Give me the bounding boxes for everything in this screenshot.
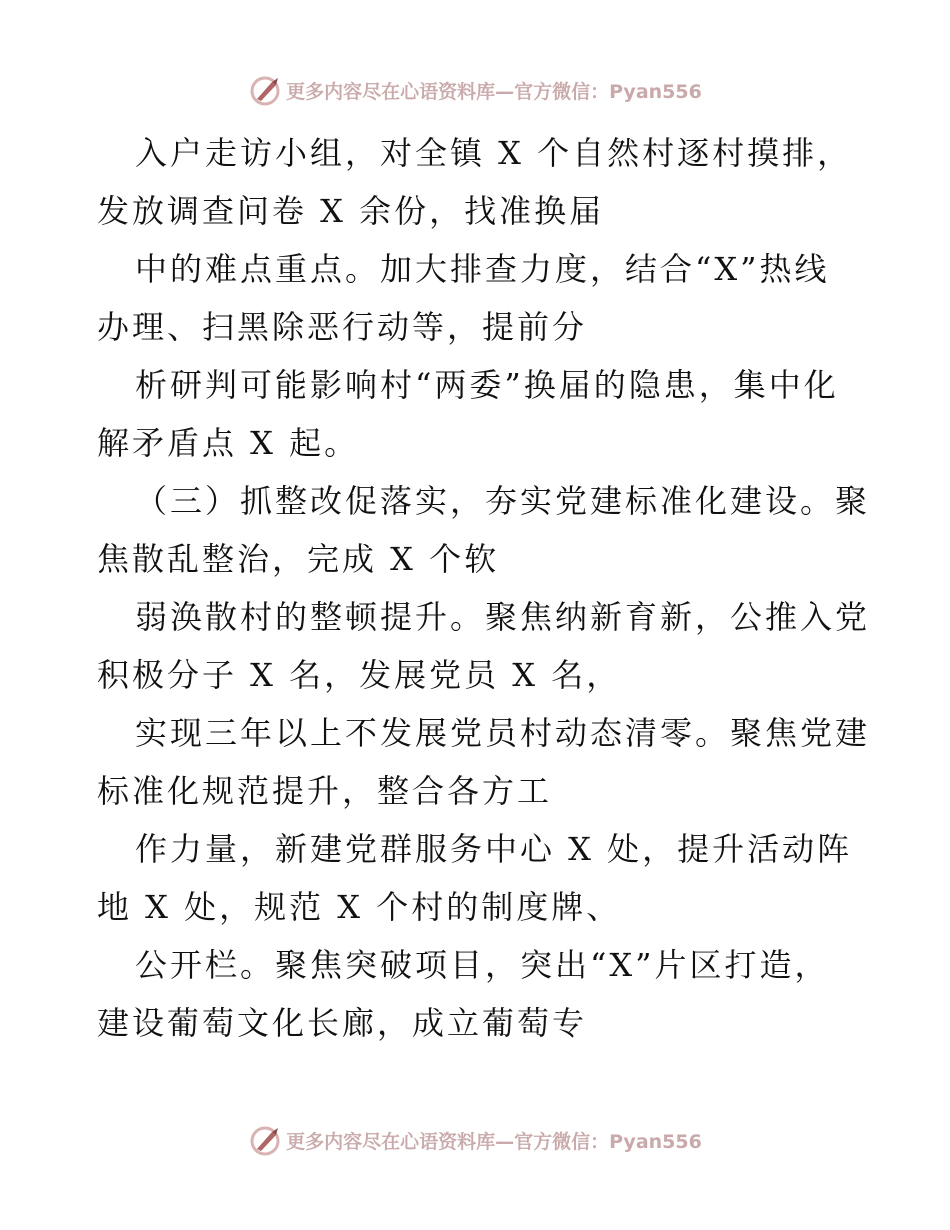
footer-watermark-banner bbox=[0, 1120, 950, 1160]
paragraph-line: （三）抓整改促落实，夯实党建标准化建设。聚 bbox=[135, 482, 871, 520]
paragraph-line: 作力量，新建党群服务中心 X 处，提升活动阵 bbox=[135, 830, 853, 868]
pen-circle-logo-icon bbox=[248, 73, 282, 107]
header-watermark-banner bbox=[0, 70, 950, 110]
paragraph-line: 弱涣散村的整顿提升。聚焦纳新育新，公推入党 bbox=[135, 598, 871, 636]
paragraph-line: 办理、扫黑除恶行动等，提前分 bbox=[97, 308, 588, 346]
footer-watermark-text: 更多内容尽在心语资料库—官方微信：Pyan556 bbox=[286, 1130, 702, 1153]
header-watermark-text: 更多内容尽在心语资料库—官方微信：Pyan556 bbox=[286, 80, 702, 103]
paragraph-line: 解矛盾点 X 起。 bbox=[97, 424, 360, 462]
paragraph-line: 建设葡萄文化长廊，成立葡萄专 bbox=[97, 1004, 588, 1042]
paragraph-line: 标准化规范提升，整合各方工 bbox=[97, 772, 553, 810]
paragraph-line: 实现三年以上不发展党员村动态清零。聚焦党建 bbox=[135, 714, 871, 752]
document-body bbox=[97, 124, 871, 1052]
paragraph-line: 中的难点重点。加大排查力度，结合“X”热线 bbox=[135, 250, 830, 288]
paragraph-line: 积极分子 X 名，发展党员 X 名， bbox=[97, 656, 622, 694]
paragraph-line: 焦散乱整治，完成 X 个软 bbox=[97, 540, 500, 578]
paragraph-line: 入户走访小组，对全镇 X 个自然村逐村摸排， bbox=[135, 134, 853, 172]
paragraph-line: 地 X 处，规范 X 个村的制度牌、 bbox=[97, 888, 622, 926]
paragraph-line: 公开栏。聚焦突破项目，突出“X”片区打造， bbox=[135, 946, 830, 984]
paragraph-line: 发放调查问卷 X 余份，找准换届 bbox=[97, 192, 605, 230]
pen-circle-logo-icon bbox=[248, 1123, 282, 1157]
paragraph-line: 析研判可能影响村“两委”换届的隐患，集中化 bbox=[135, 366, 839, 404]
